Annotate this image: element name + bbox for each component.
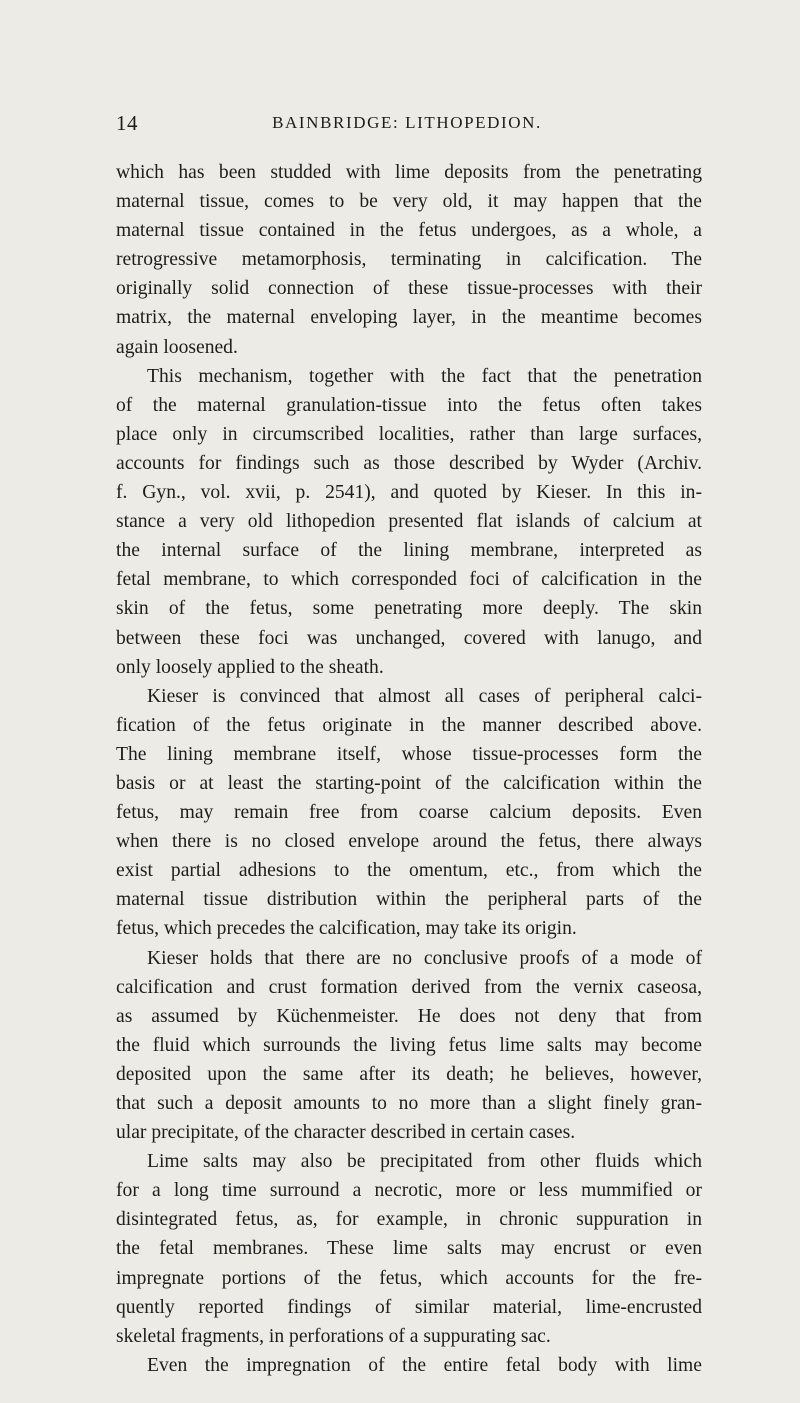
- text-line: retrogressive metamorphosis, terminating in calcification. The: [116, 249, 702, 271]
- text-line: deposited upon the same after its death; he believes, however,: [116, 1063, 702, 1085]
- text-line: ular precipitate, of the character described in certain cases.: [116, 1122, 576, 1144]
- text-line: impregnate portions of the fetus, which accounts for the fre-: [116, 1267, 702, 1289]
- text-line: that such a deposit amounts to no more than a slight finely gran-: [116, 1093, 702, 1114]
- text-line: accounts for findings such as those described by Wyder (Archiv.: [116, 452, 702, 474]
- text-line: the internal surface of the lining membrane, interpreted as: [116, 540, 702, 562]
- text-line: matrix, the maternal enveloping layer, in the meantime becomes: [116, 307, 702, 329]
- text-line: Even the impregnation of the entire fetal body with lime: [147, 1354, 702, 1376]
- text-line: between these foci was unchanged, covered with lanugo, and: [116, 627, 702, 649]
- text-line: Kieser is convinced that almost all cases of peripheral calci-: [147, 685, 702, 707]
- text-line: again loosened.: [116, 336, 238, 358]
- text-line: which has been studded with lime deposits from the penetrating: [116, 162, 702, 183]
- text-line: basis or at least the starting-point of the calcification within the: [116, 772, 702, 794]
- text-line: originally solid connection of these tissue-processes with their: [116, 278, 702, 300]
- text-line: maternal tissue, comes to be very old, it may happen that the: [116, 191, 702, 213]
- text-line: The lining membrane itself, whose tissue-processes form the: [116, 743, 702, 765]
- text-line: of the maternal granulation-tissue into the fetus often takes: [116, 394, 702, 416]
- text-line: fetus, may remain free from coarse calcium deposits. Even: [116, 802, 702, 824]
- text-line: the fluid which surrounds the living fetus lime salts may become: [116, 1034, 702, 1056]
- text-line: This mechanism, together with the fact that the penetration: [147, 365, 702, 387]
- text-line: exist partial adhesions to the omentum, etc., from which the: [116, 860, 702, 882]
- text-line: fication of the fetus originate in the manner described above.: [116, 714, 702, 736]
- text-line: maternal tissue contained in the fetus undergoes, as a whole, a: [116, 220, 702, 242]
- text-line: as assumed by Küchenmeister. He does not deny that from: [116, 1005, 702, 1027]
- text-line: disintegrated fetus, as, for example, in chronic suppuration in: [116, 1209, 702, 1231]
- text-line: when there is no closed envelope around the fetus, there always: [116, 831, 702, 853]
- text-line: place only in circumscribed localities, rather than large surfaces,: [116, 423, 702, 445]
- text-line: only loosely applied to the sheath.: [116, 656, 384, 678]
- text-line: fetus, which precedes the calcification, may take its origin.: [116, 918, 577, 940]
- text-line: maternal tissue distribution within the peripheral parts of the: [116, 889, 702, 911]
- text-line: Kieser holds that there are no conclusive proofs of a mode of: [147, 947, 702, 969]
- text-line: calcification and crust formation derived from the vernix caseosa,: [116, 976, 702, 998]
- text-line: f. Gyn., vol. xvii, p. 2541), and quoted by Kieser. In this in-: [116, 482, 702, 504]
- text-line: fetal membrane, to which corresponded foci of calcification in the: [116, 569, 702, 591]
- text-line: skin of the fetus, some penetrating more deeply. The skin: [116, 598, 702, 620]
- text-line: skeletal fragments, in perforations of a suppurating sac.: [116, 1325, 551, 1347]
- text-line: quently reported findings of similar material, lime-encrusted: [116, 1296, 702, 1318]
- page-number: 14: [116, 111, 138, 135]
- text-line: the fetal membranes. These lime salts may encrust or even: [116, 1238, 702, 1260]
- body-text: [116, 158, 702, 1380]
- text-line: for a long time surround a necrotic, more or less mummified or: [116, 1180, 702, 1202]
- page-header: [0, 111, 800, 141]
- text-line: stance a very old lithopedion presented flat islands of calcium at: [116, 511, 702, 533]
- text-line: Lime salts may also be precipitated from other fluids which: [147, 1151, 702, 1173]
- running-head: BAINBRIDGE: LITHOPEDION.: [272, 113, 542, 132]
